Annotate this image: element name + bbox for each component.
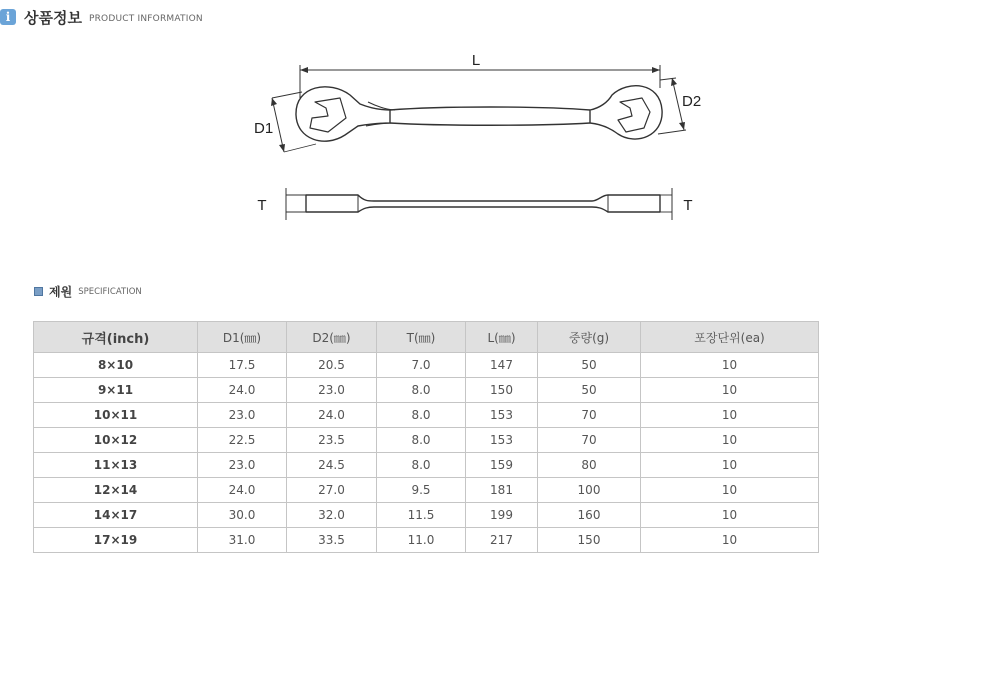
cell-size: 8×10 — [34, 353, 198, 378]
length-label: L — [471, 52, 481, 69]
cell-weight: 70 — [538, 428, 641, 453]
cell-pack-unit: 10 — [641, 528, 819, 553]
cell-l: 153 — [466, 403, 538, 428]
table-row — [34, 428, 819, 453]
cell-d2: 20.5 — [287, 353, 377, 378]
col-header-l: L(㎜) — [466, 322, 538, 353]
spec-header — [34, 283, 142, 299]
page-subtitle: PRODUCT INFORMATION — [88, 13, 203, 24]
table-header-row — [34, 322, 819, 353]
cell-l: 199 — [466, 503, 538, 528]
table-row — [34, 478, 819, 503]
table-row — [34, 453, 819, 478]
table-row — [34, 528, 819, 553]
wrench-handle — [390, 107, 590, 125]
cell-t: 9.5 — [377, 478, 466, 503]
cell-t: 8.0 — [377, 403, 466, 428]
cell-l: 147 — [466, 353, 538, 378]
cell-t: 8.0 — [377, 378, 466, 403]
table-row — [34, 353, 819, 378]
cell-weight: 80 — [538, 453, 641, 478]
d1-dimension-line — [272, 98, 284, 152]
cell-t: 7.0 — [377, 353, 466, 378]
spec-title: 제원 — [49, 284, 73, 299]
cell-d1: 31.0 — [198, 528, 287, 553]
cell-pack-unit: 10 — [641, 428, 819, 453]
cell-size: 10×12 — [34, 428, 198, 453]
cell-size: 12×14 — [34, 478, 198, 503]
col-header-weight: 중량(g) — [538, 322, 641, 353]
t-right-label: T — [683, 197, 693, 214]
cell-d2: 23.0 — [287, 378, 377, 403]
product-info-header — [0, 6, 203, 28]
cell-d1: 24.0 — [198, 378, 287, 403]
cell-pack-unit: 10 — [641, 353, 819, 378]
cell-l: 153 — [466, 428, 538, 453]
cell-d2: 32.0 — [287, 503, 377, 528]
cell-d2: 27.0 — [287, 478, 377, 503]
cell-t: 11.5 — [377, 503, 466, 528]
cell-l: 217 — [466, 528, 538, 553]
cell-size: 11×13 — [34, 453, 198, 478]
cell-weight: 50 — [538, 353, 641, 378]
cell-pack-unit: 10 — [641, 503, 819, 528]
cell-l: 150 — [466, 378, 538, 403]
t-left-label: T — [257, 197, 267, 214]
info-icon: i — [0, 9, 16, 25]
page-title: 상품정보 — [24, 8, 82, 27]
cell-d2: 23.5 — [287, 428, 377, 453]
cell-size: 14×17 — [34, 503, 198, 528]
cell-l: 159 — [466, 453, 538, 478]
spec-table — [33, 321, 819, 553]
table-row — [34, 403, 819, 428]
cell-weight: 160 — [538, 503, 641, 528]
table-row — [34, 378, 819, 403]
cell-d1: 24.0 — [198, 478, 287, 503]
cell-d2: 24.5 — [287, 453, 377, 478]
cell-d2: 33.5 — [287, 528, 377, 553]
cell-t: 8.0 — [377, 428, 466, 453]
cell-d1: 22.5 — [198, 428, 287, 453]
cell-d1: 23.0 — [198, 403, 287, 428]
d2-label: D2 — [682, 93, 702, 110]
square-bullet-icon — [34, 287, 43, 296]
cell-pack-unit: 10 — [641, 403, 819, 428]
table-row — [34, 503, 819, 528]
cell-pack-unit: 10 — [641, 453, 819, 478]
cell-weight: 50 — [538, 378, 641, 403]
cell-pack-unit: 10 — [641, 478, 819, 503]
col-header-t: T(㎜) — [377, 322, 466, 353]
d1-label: D1 — [254, 120, 274, 137]
cell-weight: 100 — [538, 478, 641, 503]
wrench-left-head — [296, 87, 390, 141]
cell-t: 11.0 — [377, 528, 466, 553]
cell-d1: 30.0 — [198, 503, 287, 528]
cell-size: 17×19 — [34, 528, 198, 553]
col-header-d2: D2(㎜) — [287, 322, 377, 353]
wrench-side-view — [306, 195, 660, 212]
spec-subtitle: SPECIFICATION — [78, 287, 142, 297]
cell-d1: 23.0 — [198, 453, 287, 478]
cell-size: 9×11 — [34, 378, 198, 403]
col-header-pack-unit: 포장단위(ea) — [641, 322, 819, 353]
cell-size: 10×11 — [34, 403, 198, 428]
cell-l: 181 — [466, 478, 538, 503]
cell-pack-unit: 10 — [641, 378, 819, 403]
cell-weight: 150 — [538, 528, 641, 553]
col-header-size: 규격(inch) — [34, 322, 198, 353]
col-header-d1: D1(㎜) — [198, 322, 287, 353]
cell-t: 8.0 — [377, 453, 466, 478]
cell-d2: 24.0 — [287, 403, 377, 428]
wrench-diagram — [240, 40, 720, 240]
cell-d1: 17.5 — [198, 353, 287, 378]
cell-weight: 70 — [538, 403, 641, 428]
